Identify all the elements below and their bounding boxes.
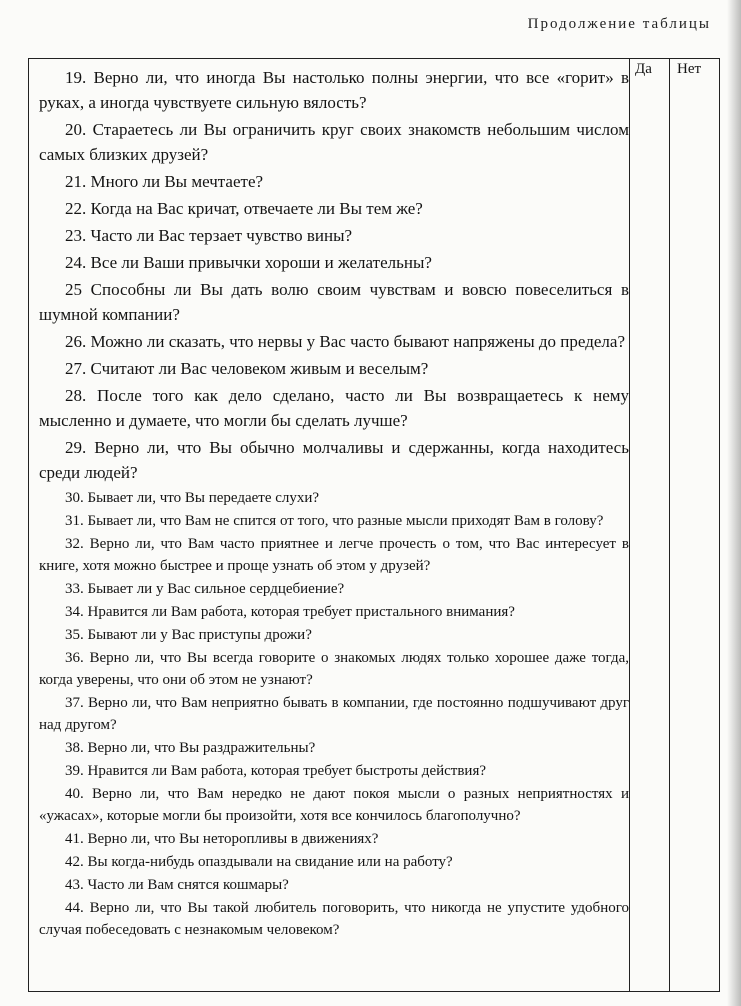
question-item: 24. Все ли Ваши привычки хороши и желательны?	[65, 253, 432, 272]
question-item: 39. Нравится ли Вам работа, которая требует быстроты действия?	[65, 763, 487, 779]
questionnaire-table	[28, 58, 720, 992]
question-item: 33. Бывает ли у Вас сильное сердцебиение?	[65, 581, 345, 597]
question-item: 37. Верно ли, что Вам неприятно бывать в компании, где постоянно подшучивают друг над другом?	[39, 695, 629, 733]
question-item: 21. Много ли Вы мечтаете?	[65, 172, 264, 191]
column-header-no: Нет	[677, 61, 702, 77]
question-item: 41. Верно ли, что Вы неторопливы в движениях?	[65, 831, 379, 847]
question-item: 38. Верно ли, что Вы раздражительны?	[65, 740, 316, 756]
question-item: 25 Способны ли Вы дать волю своим чувствам и вовсю повеселиться в шумной компании?	[39, 280, 629, 324]
question-item: 35. Бывают ли у Вас приступы дрожи?	[65, 627, 312, 643]
page-edge-shadow	[727, 0, 741, 1006]
question-item: 44. Верно ли, что Вы такой любитель поговорить, что никогда не упустите удобного случая побеседовать с незнакомым человеком?	[39, 900, 629, 938]
continuation-header: Продолжение таблицы	[527, 16, 711, 32]
question-item: 26. Можно ли сказать, что нервы у Вас часто бывают напряжены до предела?	[65, 332, 625, 351]
question-item: 28. После того как дело сделано, часто ли Вы возвращаетесь к нему мысленно и думаете, что могли бы сделать лучше?	[39, 386, 629, 430]
question-item: 32. Верно ли, что Вам часто приятнее и легче прочесть о том, что Вас интересует в книге, хотя можно быстрее и проще узнать об этом у друзей?	[39, 536, 629, 574]
question-item: 19. Верно ли, что иногда Вы настолько полны энергии, что все «горит» в руках, а иногда чувствуете сильную вялость?	[39, 68, 629, 112]
question-item: 31. Бывает ли, что Вам не спится от того, что разные мысли приходят Вам в голову?	[65, 513, 604, 529]
question-item: 36. Верно ли, что Вы всегда говорите о знакомых людях только хорошее даже тогда, когда уверены, что они об этом не узнают?	[39, 650, 629, 688]
question-list	[39, 65, 629, 942]
question-item: 22. Когда на Вас кричат, отвечаете ли Вы тем же?	[65, 199, 423, 218]
question-item: 23. Часто ли Вас терзает чувство вины?	[65, 226, 353, 245]
column-divider-no	[669, 59, 670, 991]
column-divider-yes	[629, 59, 630, 991]
question-item: 30. Бывает ли, что Вы передаете слухи?	[65, 490, 320, 506]
question-item: 34. Нравится ли Вам работа, которая требует пристального внимания?	[65, 604, 515, 620]
question-item: 40. Верно ли, что Вам нередко не дают покоя мысли о разных неприятностях и «ужасах», которые могли бы произойти, хотя все кончилось благополучно?	[39, 786, 629, 824]
column-header-yes: Да	[635, 61, 652, 77]
question-item: 20. Стараетесь ли Вы ограничить круг своих знакомств небольшим числом самых близких друзей?	[39, 120, 629, 164]
question-item: 43. Часто ли Вам снятся кошмары?	[65, 877, 289, 893]
question-item: 42. Вы когда-нибудь опаздывали на свидание или на работу?	[65, 854, 453, 870]
question-item: 29. Верно ли, что Вы обычно молчаливы и сдержанны, когда находитесь среди людей?	[39, 438, 629, 482]
question-item: 27. Считают ли Вас человеком живым и веселым?	[65, 359, 429, 378]
